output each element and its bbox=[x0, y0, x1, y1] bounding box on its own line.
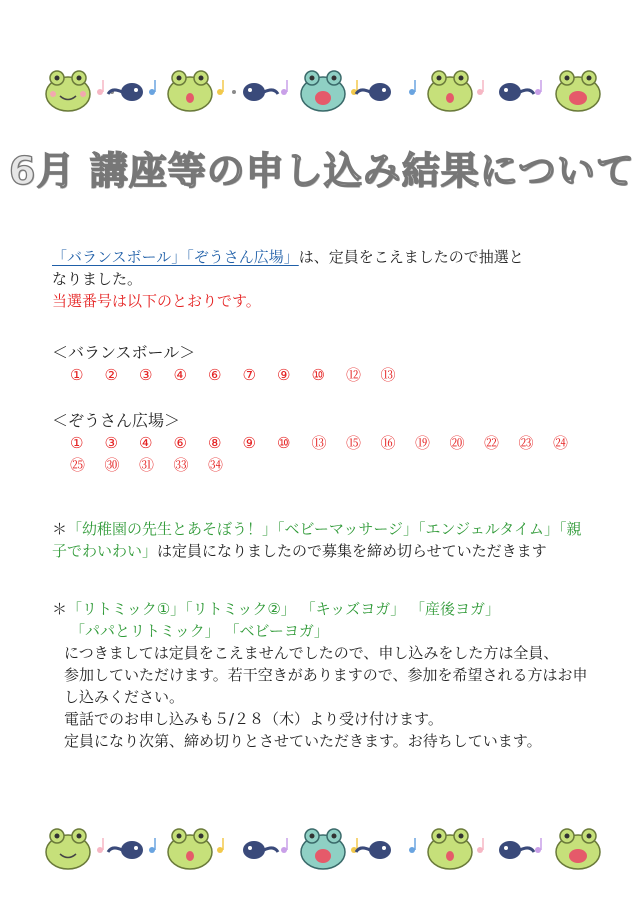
winning-number: ⑩ bbox=[277, 434, 291, 452]
decorative-border-top bbox=[40, 64, 605, 114]
music-note-icon bbox=[97, 838, 103, 853]
tadpole-icon bbox=[356, 83, 391, 101]
winning-number: ㉒ bbox=[484, 434, 500, 452]
winning-number: ㉚ bbox=[104, 456, 120, 474]
open-classes-body-line: し込みください。 bbox=[64, 688, 185, 706]
frog-icon bbox=[301, 71, 345, 111]
music-note-icon bbox=[281, 80, 287, 95]
frog-icon bbox=[428, 829, 472, 869]
music-note-icon bbox=[409, 838, 415, 853]
winning-number: ④ bbox=[139, 434, 153, 452]
intro-paragraph bbox=[52, 246, 607, 312]
music-note-icon bbox=[535, 80, 541, 95]
zousan-section bbox=[52, 410, 607, 476]
music-note-icon bbox=[409, 80, 415, 95]
balance-ball-section bbox=[52, 342, 607, 386]
winning-numbers-notice: 当選番号は以下のとおりです。 bbox=[52, 292, 261, 310]
winning-number: ⑨ bbox=[277, 366, 291, 384]
zousan-numbers-row2 bbox=[52, 454, 607, 476]
closed-classes-list: 「幼稚園の先生とあそぼう！」「ベビーマッサージ」「エンジェルタイム」「親 bbox=[67, 520, 582, 538]
winning-number: ㉛ bbox=[139, 456, 155, 474]
zousan-numbers-row1 bbox=[52, 432, 607, 454]
tadpole-icon bbox=[499, 841, 534, 859]
winning-number: ① bbox=[70, 434, 84, 452]
open-classes-list: 「リトミック①」「リトミック②」 「キッズヨガ」 「産後ヨガ」 bbox=[67, 600, 501, 618]
winning-number: ㉓ bbox=[518, 434, 534, 452]
winning-number: ⑦ bbox=[242, 366, 256, 384]
frog-icon bbox=[46, 829, 90, 869]
winning-number: ⑧ bbox=[208, 434, 222, 452]
winning-number: ㉔ bbox=[553, 434, 569, 452]
winning-number: ② bbox=[104, 366, 118, 384]
winning-number: ⑥ bbox=[208, 366, 222, 384]
music-note-icon bbox=[97, 80, 103, 95]
winning-number: ⑥ bbox=[173, 434, 187, 452]
page-title: 6月 講座等の申し込み結果について bbox=[9, 149, 635, 193]
winning-number: ⑩ bbox=[311, 366, 325, 384]
dot-icon bbox=[232, 90, 236, 94]
frog-icon bbox=[168, 829, 212, 869]
intro-line1-rest: は、定員をこえましたので抽選と bbox=[298, 248, 524, 266]
tadpole-icon bbox=[243, 83, 278, 101]
winning-number: ⑯ bbox=[380, 434, 396, 452]
winning-number: ⑲ bbox=[415, 434, 431, 452]
frog-icon bbox=[46, 71, 90, 111]
winning-number: ㉕ bbox=[70, 456, 86, 474]
open-classes-note bbox=[52, 598, 607, 752]
frog-icon bbox=[556, 71, 600, 111]
winning-number: ㉞ bbox=[208, 456, 224, 474]
music-note-icon bbox=[149, 838, 155, 853]
winning-number: ⑬ bbox=[311, 434, 327, 452]
tadpole-icon bbox=[356, 841, 391, 859]
winning-number: ⑨ bbox=[242, 434, 256, 452]
winning-number: ④ bbox=[173, 366, 187, 384]
frog-icon bbox=[556, 829, 600, 869]
frog-icon bbox=[168, 71, 212, 111]
winning-number: ⑫ bbox=[346, 366, 362, 384]
balance-ball-numbers bbox=[52, 364, 607, 386]
note-star: ＊ bbox=[52, 520, 68, 538]
music-note-icon bbox=[477, 80, 483, 95]
intro-line2: なりました。 bbox=[52, 270, 143, 288]
winning-number: ⑮ bbox=[346, 434, 362, 452]
open-classes-body-line: 参加していただけます。若干空きがありますので、参加を希望される方はお申 bbox=[64, 666, 588, 684]
open-classes-body-line: につきましては定員をこえませんでしたので、申し込みをした方は全員、 bbox=[64, 644, 559, 662]
tadpole-icon bbox=[499, 83, 534, 101]
music-note-icon bbox=[281, 838, 287, 853]
closed-classes-text: は定員になりましたので募集を締め切らせていただきます bbox=[157, 542, 547, 560]
winning-number: ⑬ bbox=[380, 366, 396, 384]
winning-number: ③ bbox=[139, 366, 153, 384]
winning-number: ㉝ bbox=[173, 456, 189, 474]
tadpole-icon bbox=[108, 841, 143, 859]
tadpole-icon bbox=[243, 841, 278, 859]
open-classes-body-line: 電話でのお申し込みも５/２８（木）より受け付けます。 bbox=[64, 710, 443, 728]
decorative-border-bottom bbox=[40, 822, 605, 872]
balance-ball-heading: ＜バランスボール＞ bbox=[52, 343, 196, 362]
frog-icon bbox=[301, 829, 345, 869]
closed-classes-list-cont: 子でわいわい」 bbox=[52, 542, 158, 560]
closed-classes-note bbox=[52, 518, 607, 562]
winning-number: ③ bbox=[104, 434, 118, 452]
open-classes-body-line: 定員になり次第、締め切りとさせていただきます。お待ちしています。 bbox=[64, 732, 542, 750]
winning-number: ① bbox=[70, 366, 84, 384]
music-note-icon bbox=[477, 838, 483, 853]
music-note-icon bbox=[217, 80, 223, 95]
music-note-icon bbox=[217, 838, 223, 853]
intro-highlight: 「バランスボール」「ぞうさん広場」 bbox=[52, 248, 299, 266]
music-note-icon bbox=[535, 838, 541, 853]
zousan-heading: ＜ぞうさん広場＞ bbox=[52, 411, 181, 430]
open-classes-list-cont: 「パパとリトミック」 「ベビーヨガ」 bbox=[70, 622, 329, 640]
winning-number: ⑳ bbox=[449, 434, 465, 452]
frog-icon bbox=[428, 71, 472, 111]
note-star: ＊ bbox=[52, 600, 68, 618]
music-note-icon bbox=[149, 80, 155, 95]
